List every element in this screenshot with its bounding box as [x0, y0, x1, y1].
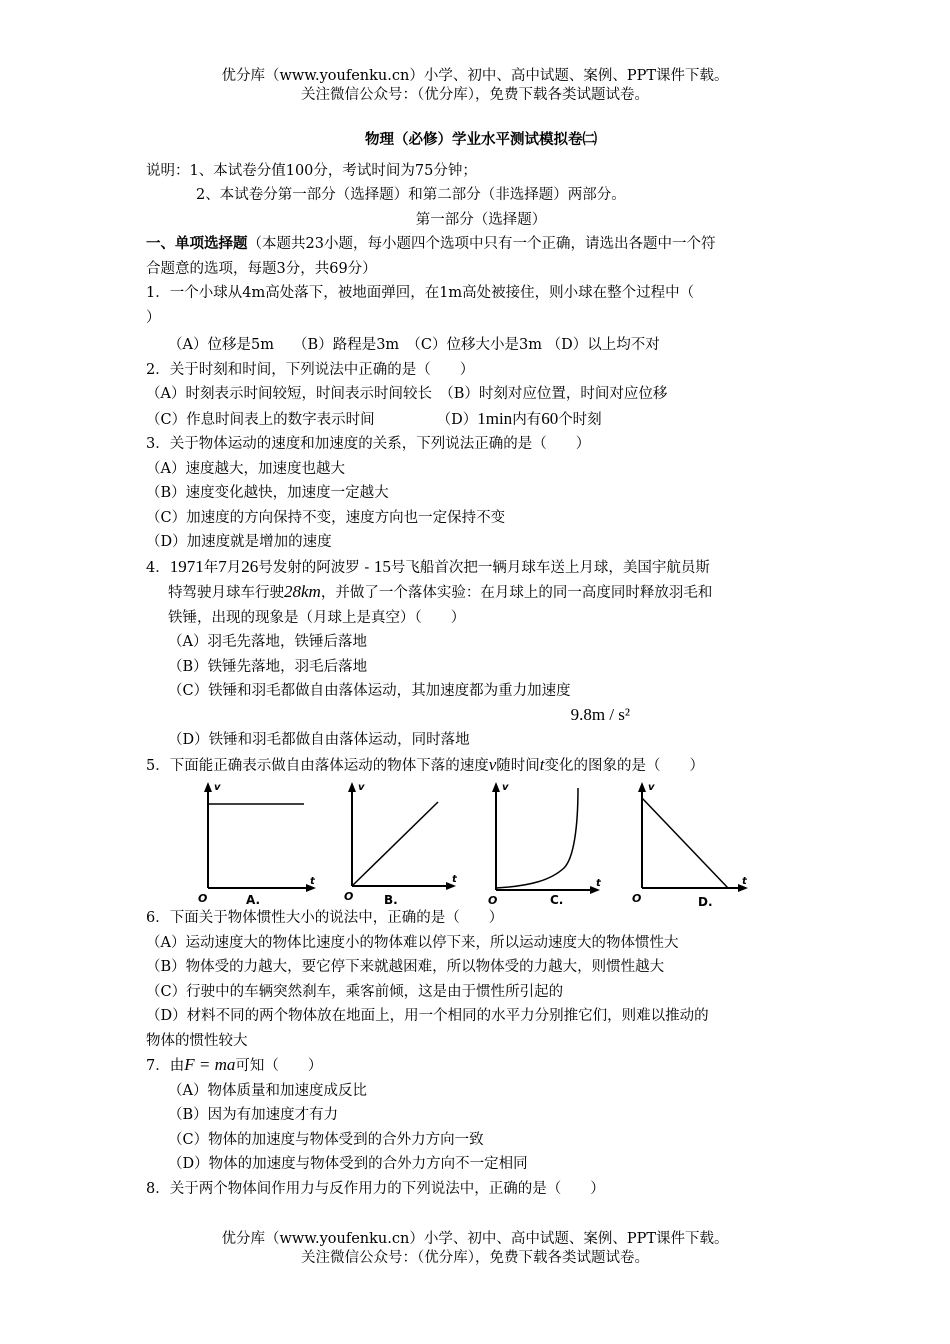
section-1-intro: [146, 232, 816, 257]
q4-stem-2: [146, 580, 816, 606]
footer-line-2: 关注微信公众号：（优分库），免费下载各类试题试卷。: [301, 1250, 649, 1266]
graph-a: [198, 782, 316, 906]
q4-option-c: （C）铁锤和羽毛都做自由落体运动，其加速度都为重力加速度: [168, 683, 571, 699]
graph-a-v-label: v: [214, 782, 221, 793]
q8-stem: 8．关于两个物体间作用力与反作用力的下列说法中，正确的是（ ）: [146, 1180, 605, 1197]
graph-a-origin: O: [198, 892, 208, 905]
q6-stem: 6．下面关于物体惯性大小的说法中，正确的是（ ）: [146, 910, 504, 926]
q4-text-4: 号飞船首次把一辆月球车送上月球，美国宇航员斯: [390, 559, 710, 576]
q4-option-c-row: [146, 679, 816, 728]
q2-1min: 1min: [477, 408, 513, 428]
graph-c-t-label: t: [596, 878, 601, 889]
q7-stem: [146, 1053, 816, 1079]
graph-b-y-arrow: [348, 782, 356, 792]
q4-number: 4．: [146, 559, 170, 576]
graph-a-y-arrow: [204, 782, 212, 792]
header-line-2: 关注微信公众号：（优分库），免费下载各类试题试卷。: [301, 87, 649, 103]
q4-text-6: ，并做了一个落体实验：在月球上的同一高度同时释放羽毛和: [320, 585, 713, 601]
q7-option-d: （D）物体的加速度与物体受到的合外力方向不一定相同: [168, 1156, 528, 1172]
q2-option-d-end: 个时刻: [558, 411, 602, 428]
section-1-desc-2: 合题意的选项，每题3分，共69分）: [146, 260, 377, 277]
q4-text-1: 年: [203, 559, 219, 576]
exam-content: [146, 128, 816, 1201]
q7-option-c: （C）物体的加速度与物体受到的合外力方向一致: [168, 1131, 484, 1148]
q4-stem-3: 铁锤，出现的现象是（月球上是真空）（ ）: [168, 609, 466, 626]
q4-text-2: 月: [226, 559, 242, 576]
q5-stem: [146, 753, 816, 779]
q5-text-3: 变化的图象的是（ ）: [544, 757, 705, 774]
q4-year: 1971: [169, 556, 204, 576]
graph-b: [344, 782, 458, 906]
q4-day: 26: [241, 556, 259, 576]
note-2: 2、本试卷分第一部分（选择题）和第二部分（非选择题）两部分。: [196, 187, 626, 203]
q6-option-b: （B）物体受的力越大，要它停下来就越困难，所以物体受的力越大，则惯性越大: [146, 959, 665, 975]
graph-d-v-label: v: [648, 782, 655, 793]
q6-option-d: （D）材料不同的两个物体放在地面上，用一个相同的水平力分别推它们，则难以推动的: [146, 1008, 709, 1024]
q4-option-b: （B）铁锤先落地，羽毛后落地: [168, 658, 368, 675]
q5-t-symbol: t: [539, 754, 545, 774]
page-header: [0, 67, 950, 105]
q3-option-a: （A）速度越大，加速度也越大: [146, 460, 345, 477]
q4-month: 7: [218, 556, 227, 576]
graph-d-label: D.: [698, 895, 713, 906]
q2-option-d-label: （D）: [436, 411, 478, 428]
q2-60: 60: [541, 408, 559, 428]
q3-option-d: （D）加速度就是增加的速度: [146, 534, 332, 550]
q1-stem-end: ）: [146, 309, 161, 326]
q4-option-a: （A）羽毛先落地，铁锤后落地: [168, 634, 367, 650]
graph-d-y-arrow: [638, 782, 646, 792]
q4-accel-value: 9.8m / s²: [570, 705, 631, 724]
q3-stem: 3．关于物体运动的速度和加速度的关系，下列说法正确的是（ ）: [146, 436, 591, 452]
graph-b-label: B.: [384, 893, 398, 906]
graph-d: [632, 782, 748, 906]
q5-graphs-svg: [146, 778, 816, 906]
q1-stem: 1．一个小球从4m高处落下，被地面弹回，在1m高处被接住，则小球在整个过程中（: [146, 285, 695, 301]
header-line-1: 优分库（www.youfenku.cn）小学、初中、高中试题、案例、PPT课件下载。: [221, 68, 729, 84]
q4-option-d: （D）铁锤和羽毛都做自由落体运动，同时落地: [168, 732, 470, 748]
graph-c-v-label: v: [502, 782, 509, 793]
q7-option-b: （B）因为有加速度才有力: [168, 1107, 339, 1123]
q7-formula: F = ma: [184, 1055, 236, 1074]
q5-text-1: 5．下面能正确表示做自由落体运动的物体下落的速度: [146, 757, 489, 774]
footer-line-1: 优分库（www.youfenku.cn）小学、初中、高中试题、案例、PPT课件下载。: [221, 1231, 729, 1247]
q2-option-d-mid: 内有: [512, 411, 542, 428]
note-1: 说明：1、本试卷分值100分，考试时间为75分钟；: [146, 162, 477, 179]
q2-stem: 2．关于时刻和时间，下列说法中正确的是（ ）: [146, 361, 475, 378]
q1-options: （A）位移是5m （B）路程是3m （C）位移大小是3m （D）以上均不对: [168, 337, 660, 353]
q6-option-c: （C）行驶中的车辆突然刹车，乘客前倾，这是由于惯性所引起的: [146, 983, 564, 1000]
q6-option-d-cont: 物体的惯性较大: [146, 1032, 248, 1049]
q2-options-cd: [146, 407, 816, 433]
q4-text-3: 号发射的阿波罗 -: [258, 559, 374, 576]
graph-c-curve: [496, 788, 578, 888]
q4-text-5: 特驾驶月球车行驶: [168, 585, 284, 601]
q5-v-symbol: v: [488, 754, 497, 774]
graph-a-t-label: t: [310, 876, 315, 887]
section-1-heading: 一、单项选择题: [146, 235, 248, 252]
graph-b-origin: O: [344, 890, 354, 903]
graph-c-label: C.: [550, 893, 564, 906]
graph-b-curve: [352, 802, 438, 886]
graph-b-v-label: v: [358, 782, 365, 793]
q7-text-1: 7．由: [146, 1058, 185, 1074]
q3-option-c: （C）加速度的方向保持不变，速度方向也一定保持不变: [146, 509, 506, 526]
page-footer: [0, 1230, 950, 1268]
q2-options-ab: （A）时刻表示时间较短，时间表示时间较长 （B）时刻对应位置，时间对应位移: [146, 386, 668, 402]
graph-d-curve: [642, 798, 728, 888]
graph-d-t-label: t: [742, 876, 747, 887]
graph-c: [488, 782, 602, 906]
q7-option-a: （A）物体质量和加速度成反比: [168, 1082, 367, 1099]
graph-c-y-arrow: [492, 782, 500, 792]
q4-stem-1: [146, 555, 816, 581]
q4-ship-number: 15: [373, 556, 391, 576]
q2-option-c: （C）作息时间表上的数字表示时间: [146, 411, 375, 428]
q5-text-2: 随时间: [496, 757, 540, 774]
q3-option-b: （B）速度变化越快，加速度一定越大: [146, 485, 389, 501]
part-1-heading: 第一部分（选择题）: [415, 211, 547, 228]
q4-distance: 28km: [284, 582, 321, 601]
section-1-desc: （本题共23小题，每小题四个选项中只有一个正确，请选出各题中一个符: [247, 236, 716, 252]
graph-c-origin: O: [488, 894, 498, 906]
q6-option-a: （A）运动速度大的物体比速度小的物体难以停下来，所以运动速度大的物体惯性大: [146, 934, 679, 951]
q5-graphs: [146, 778, 816, 906]
graph-b-t-label: t: [452, 874, 457, 885]
q7-text-2: 可知（ ）: [235, 1058, 323, 1074]
graph-a-label: A.: [246, 893, 261, 906]
exam-title: 物理（必修）学业水平测试模拟卷㈡: [365, 131, 597, 148]
graph-d-origin: O: [632, 892, 642, 905]
